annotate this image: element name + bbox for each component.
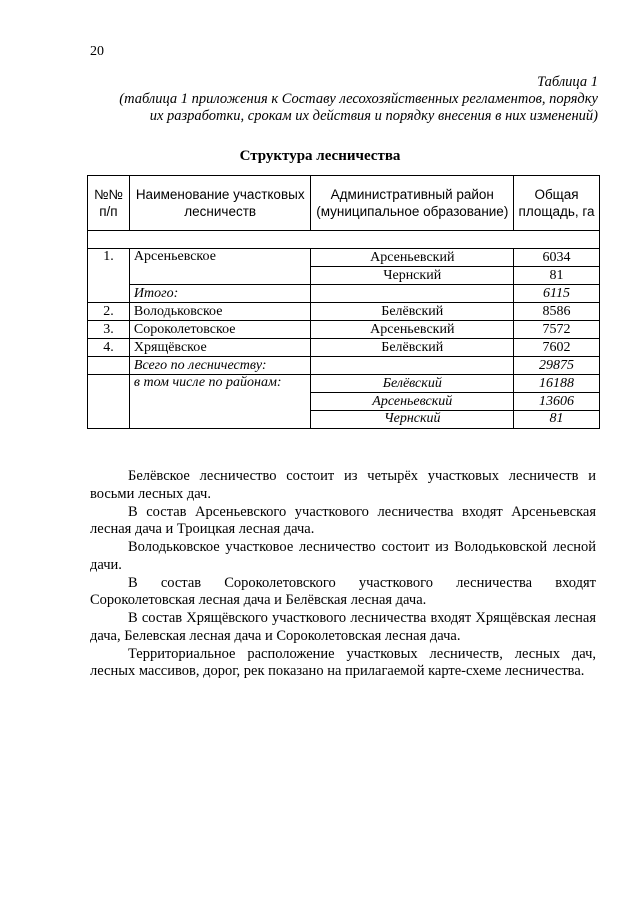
paragraph: Белёвское лесничество состоит из четырёх участковых лесничеств и восьми лесных дач. [90, 468, 596, 502]
row-district: Белёвский [311, 303, 514, 321]
row-name: Володьковское [129, 303, 311, 321]
table-spacer-row [88, 231, 600, 249]
table-row [88, 249, 600, 267]
table-caption [78, 74, 598, 125]
row-name: Хрящёвское [129, 339, 311, 357]
table-row [88, 321, 600, 339]
row-area: 6034 [514, 249, 600, 267]
row-area: 7572 [514, 321, 600, 339]
row-district [311, 285, 514, 303]
spacer-cell [88, 231, 600, 249]
row-district: Белёвский [311, 375, 514, 393]
row-area: 8586 [514, 303, 600, 321]
page-number: 20 [90, 44, 104, 59]
row-area: 6115 [514, 285, 600, 303]
row-name: Итого: [129, 285, 311, 303]
row-district: Белёвский [311, 339, 514, 357]
row-name: Всего по лесничеству: [129, 357, 311, 375]
row-district: Арсеньевский [311, 393, 514, 411]
row-name: Арсеньевское [129, 249, 311, 285]
table-header-row [88, 176, 600, 231]
table-row [88, 303, 600, 321]
row-area: 29875 [514, 357, 600, 375]
table-row-subtotal [88, 285, 600, 303]
row-district: Чернский [311, 411, 514, 429]
paragraph: В состав Арсеньевского участкового лесничества входят Арсеньевская лесная дача и Троицкая лесная дача. [90, 503, 596, 537]
paragraph: В состав Хрящёвского участкового лесничества входят Хрящёвская лесная дача, Белевская лесная дача и Сороколетовская лесная дача. [90, 610, 596, 644]
row-district: Арсеньевский [311, 249, 514, 267]
caption-reference-line-1: (таблица 1 приложения к Составу лесохозяйственных регламентов, порядку [119, 91, 598, 107]
header-area: Общая площадь, га [514, 176, 600, 231]
table-row [88, 339, 600, 357]
body-text [90, 468, 596, 681]
table-row-total [88, 357, 600, 375]
row-number: 4. [88, 339, 130, 357]
header-name: Наименование участковых лесничеств [129, 176, 311, 231]
row-number: 3. [88, 321, 130, 339]
forestry-structure-table [87, 175, 600, 429]
row-area: 81 [514, 411, 600, 429]
header-number: №№ п/п [88, 176, 130, 231]
row-area: 81 [514, 267, 600, 285]
paragraph: В состав Сороколетовского участкового лесничества входят Сороколетовская лесная дача и Белёвская лесная дача. [90, 574, 596, 608]
caption-reference-line-2: их разработки, срокам их действия и порядку внесения в них изменений) [149, 108, 598, 124]
row-area: 13606 [514, 393, 600, 411]
row-district: Чернский [311, 267, 514, 285]
paragraph: Территориальное расположение участковых лесничеств, лесных дач, лесных массивов, дорог, рек показано на прилагаемой карте-схеме лесничества. [90, 645, 596, 679]
row-district [311, 357, 514, 375]
row-name: Сороколетовское [129, 321, 311, 339]
document-title: Структура лесничества [239, 148, 401, 164]
row-area: 7602 [514, 339, 600, 357]
caption-label: Таблица 1 [537, 74, 598, 90]
row-number: 1. [88, 249, 130, 303]
row-number [88, 357, 130, 375]
row-number: 2. [88, 303, 130, 321]
row-district: Арсеньевский [311, 321, 514, 339]
row-area: 16188 [514, 375, 600, 393]
paragraph: Володьковское участковое лесничество состоит из Володьковской лесной дачи. [90, 539, 596, 573]
row-number [88, 375, 130, 429]
header-district: Административный район (муниципальное образование) [311, 176, 514, 231]
row-name: в том числе по районам: [129, 375, 311, 429]
table-row-breakdown [88, 375, 600, 393]
